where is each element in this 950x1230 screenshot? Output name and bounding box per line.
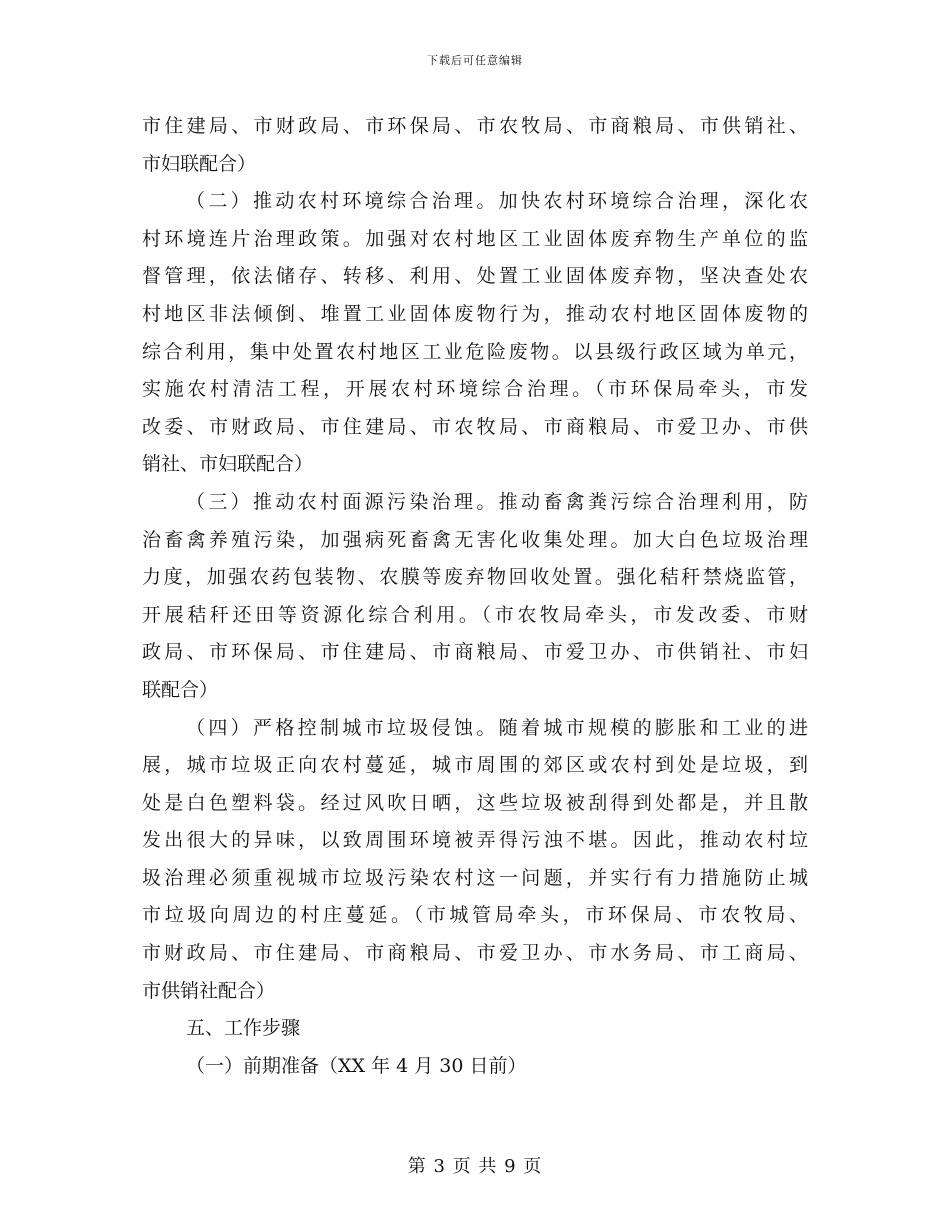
page-number-footer: 第 3 页 共 9 页	[407, 1156, 543, 1177]
text-line: 五、工作步骤	[186, 1017, 301, 1040]
text-line: 市供销社配合）	[142, 979, 276, 1002]
page-header: 下载后可任意编辑	[427, 54, 523, 67]
text-line: 治畜禽养殖污染，加强病死畜禽无害化收集处理。加大白色垃圾治理	[142, 528, 808, 551]
text-line: 销社、市妇联配合）	[142, 453, 314, 476]
text-line: （二）推动农村环境综合治理。加快农村环境综合治理，深化农	[186, 190, 808, 213]
text-line: 市妇联配合）	[142, 152, 257, 175]
text-line: 市财政局、市住建局、市商粮局、市爱卫办、市水务局、市工商局、	[142, 942, 808, 965]
text-line: 市垃圾向周边的村庄蔓延。（市城管局牵头，市环保局、市农牧局、	[142, 904, 808, 927]
text-line: 综合利用，集中处置农村地区工业危险废物。以县级行政区域为单元，	[142, 340, 808, 363]
text-line: 联配合）	[142, 678, 219, 701]
text-line: （三）推动农村面源污染治理。推动畜禽粪污综合治理利用，防	[186, 490, 808, 513]
text-line: 展，城市垃圾正向农村蔓延，城市周围的郊区或农村到处是垃圾，到	[142, 754, 808, 777]
text-line: 村地区非法倾倒、堆置工业固体废物行为，推动农村地区固体废物的	[142, 302, 808, 325]
text-line: （四）严格控制城市垃圾侵蚀。随着城市规模的膨胀和工业的进	[186, 716, 808, 739]
text-line: （一）前期准备（XX 年 4 月 30 日前）	[186, 1054, 527, 1077]
text-line: 发出很大的异味，以致周围环境被弄得污浊不堪。因此，推动农村垃	[142, 829, 808, 852]
document-body	[142, 108, 808, 1085]
text-line: 村环境连片治理政策。加强对农村地区工业固体废弃物生产单位的监	[142, 227, 808, 250]
text-line: 力度，加强农药包装物、农膜等废弃物回收处置。强化秸秆禁烧监管，	[142, 566, 808, 589]
text-line: 圾治理必须重视城市垃圾污染农村这一问题，并实行有力措施防止城	[142, 866, 808, 889]
text-line: 改委、市财政局、市住建局、市农牧局、市商粮局、市爱卫办、市供	[142, 415, 808, 438]
text-line: 市住建局、市财政局、市环保局、市农牧局、市商粮局、市供销社、	[142, 115, 808, 137]
text-line: 实施农村清洁工程，开展农村环境综合治理。（市环保局牵头，市发	[142, 378, 808, 401]
text-line: 开展秸秆还田等资源化综合利用。（市农牧局牵头，市发改委、市财	[142, 603, 808, 626]
text-line: 政局、市环保局、市住建局、市商粮局、市爱卫办、市供销社、市妇	[142, 641, 808, 664]
text-line: 督管理，依法储存、转移、利用、处置工业固体废弃物，坚决查处农	[142, 265, 808, 288]
text-line: 处是白色塑料袋。经过风吹日晒，这些垃圾被刮得到处都是，并且散	[142, 791, 808, 814]
